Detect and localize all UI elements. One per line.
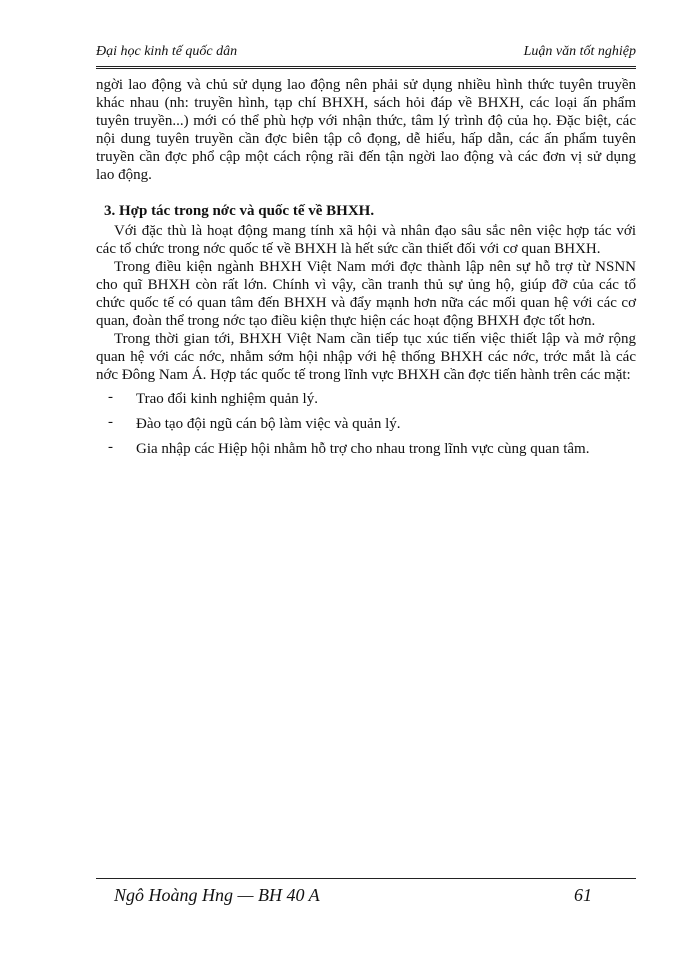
section-title: 3. Hợp tác trong nớc và quốc tế về BHXH. [104,203,375,219]
bullet-marker: - [108,389,113,405]
body-paragraph-2: Trong điều kiện ngành BHXH Việt Nam mới đợc thành lập nên sự hỗ trợ từ NSNN cho quĩ BHXH còn rất lớn. Chính vì vậy, cần tranh thủ sự ủng hộ, giúp đỡ của các tổ chức quốc tế có quan tâm đến BHXH và đẩy mạnh hơn nữa các mối quan hệ với các cơ quan, đoàn thể trong nớc tạo điều kiện thực hiện các hoạt động BHXH đợc tốt hơn. [96,259,636,329]
page-header [96,40,636,69]
list-item [96,440,636,458]
page-number: 61 [574,885,592,905]
list-item [96,415,636,433]
list-item-text: Đào tạo đội ngũ cán bộ làm việc và quản lý. [136,416,401,432]
bullet-marker: - [108,414,113,430]
body-paragraph-1: Với đặc thù là hoạt động mang tính xã hội và nhân đạo sâu sắc nên việc hợp tác với các tổ chức trong nớc quốc tế về BHXH là hết sức cần thiết đối với cơ quan BHXH. [96,223,636,257]
list-item-text: Gia nhập các Hiệp hội nhằm hỗ trợ cho nhau trong lĩnh vực cùng quan tâm. [136,441,590,457]
bullet-marker: - [108,439,113,455]
header-thesis-label: Luận văn tốt nghiệp [523,44,636,59]
page-body [96,76,636,465]
bullet-list [96,390,636,458]
page-footer [96,878,636,905]
list-item-text: Trao đổi kinh nghiệm quản lý. [136,391,318,407]
list-item [96,390,636,408]
body-paragraph-3: Trong thời gian tới, BHXH Việt Nam cần tiếp tục xúc tiến việc thiết lập và mở rộng quan hệ với các nớc, nhằm sớm hội nhập với hệ thống BHXH các nớc, trớc mắt là các nớc Đông Nam Á. Hợp tác quốc tế trong lĩnh vực BHXH cần đợc tiến hành trên các mặt: [96,331,636,383]
footer-author: Ngô Hoàng Hng — BH 40 A [114,885,320,905]
header-university: Đại học kinh tế quốc dân [96,44,238,59]
body-paragraph-0: ngời lao động và chủ sử dụng lao động nên phải sử dụng nhiều hình thức tuyên truyền khác nhau (nh: truyền hình, tạp chí BHXH, sách hỏi đáp về BHXH, các loại ấn phẩm tuyên truyền...) mới có thể phù hợp với nhận thức, tâm lý trình độ của họ. Đặc biệt, các nội dung tuyên truyền cần đợc biên tập cô đọng, dễ hiểu, hấp dẫn, các ấn phẩm tuyên truyền cần đợc phổ cập một cách rộng rãi đến tận ngời lao động và các đơn vị sử dụng lao động. [96,77,636,183]
